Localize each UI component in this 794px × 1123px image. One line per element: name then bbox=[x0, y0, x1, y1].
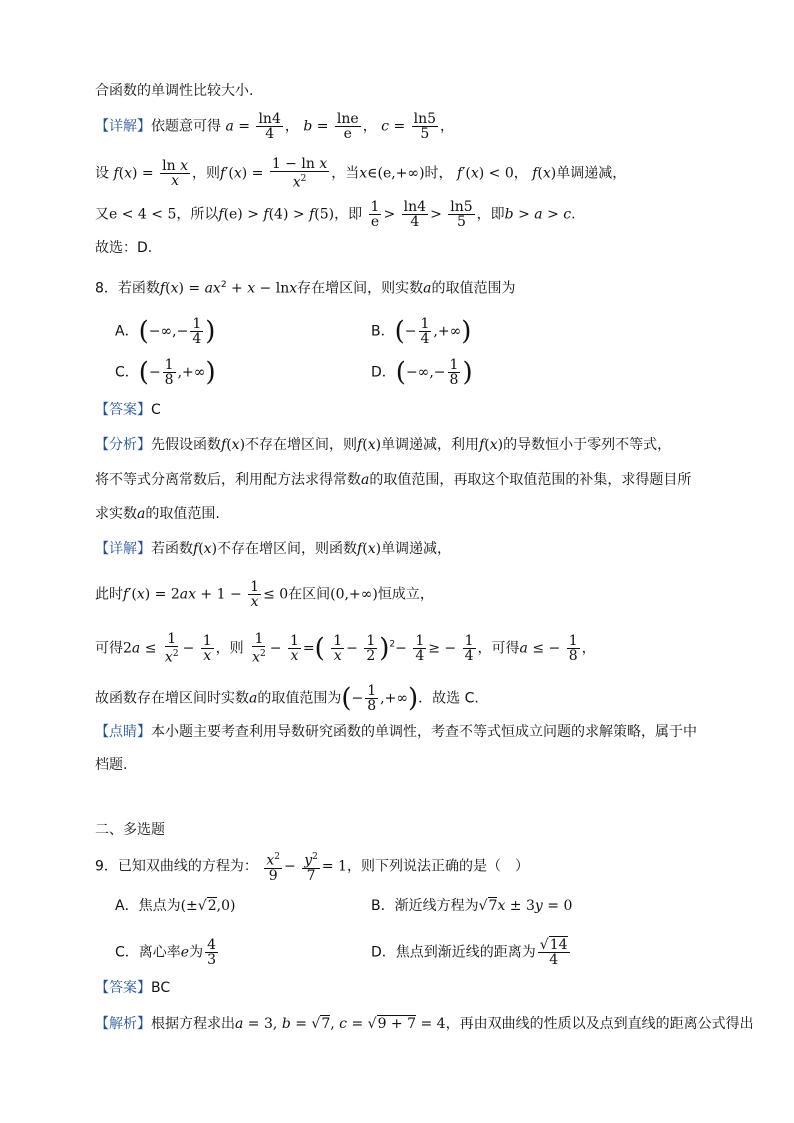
math-line: 设 f(x) = $\frac{\text{ln x}}{x}$ ，则f′(x) = $\frac{\text{1 − ln x}}{x^2}$ ，当x∈(e,+∞)时， f′(x) < 0， f(x)单调递减， bbox=[95, 156, 627, 191]
option-d: D．(−∞,− $\frac{1}{8}$ ) bbox=[371, 357, 473, 388]
option-b: B．(− $\frac{1}{4}$ ,+∞) bbox=[371, 316, 472, 347]
option-a: A．焦点为(±√2,0) bbox=[115, 898, 236, 914]
answer-9: 【答案】BC bbox=[95, 980, 171, 996]
detail-line: 此时f′(x) = 2ax + 1 − $\frac{1}{x}$ ≤ 0在区间(0,+∞)恒成立， bbox=[95, 579, 434, 610]
option-c: C．(− $\frac{1}{8}$ ,+∞) bbox=[115, 357, 216, 388]
detail-line: 【详解】依题意可得 a = $\frac{\ln 4}{4}$ ， b = $\frac{\ln e}{e}$ ， c = $\frac{\ln 5}{5}$ ， bbox=[95, 111, 455, 142]
analysis-line: 将不等式分离常数后，利用配方法求得常数a的取值范围，再取这个取值范围的补集，求得题目所 bbox=[95, 472, 692, 488]
text-line: 故选：D. bbox=[95, 240, 153, 256]
math-line: 又e < 4 < 5，所以f(e) > f(4) > f(5)，即 $\frac{1}{e}$ > $\frac{\ln 4}{4}$ > $\frac{\ln 5}{5}$ ，即b > a > c. bbox=[95, 199, 576, 230]
question-8: 8．若函数$f(x) = ax^2 + x - \ln x$存在增区间，则实数a的取值范围为 bbox=[95, 280, 516, 297]
option-a: A．(−∞,− $\frac{1}{4}$ ) bbox=[115, 316, 216, 347]
section-heading: 二、多选题 bbox=[95, 822, 165, 838]
answer-8: 【答案】C bbox=[95, 402, 161, 418]
detail-tag: 【详解】 bbox=[95, 118, 151, 135]
detail-line: 故函数存在增区间时实数a的取值范围为(− $\frac{1}{8}$ ,+∞)．故选 C. bbox=[95, 683, 479, 714]
comment-line: 档题. bbox=[95, 757, 128, 773]
question-9: 9．已知双曲线的方程为： $\frac{x^2}{9}$ − $\frac{y^2}{7}$ = 1，则下列说法正确的是（ ） bbox=[95, 852, 529, 884]
analysis-line: 求实数a的取值范围. bbox=[95, 506, 220, 522]
detail-line: 【详解】若函数f(x)不存在增区间，则函数f(x)单调递减， bbox=[95, 541, 452, 557]
option-b: B．渐近线方程为√7x ± 3y = 0 bbox=[371, 898, 573, 914]
text-line: 合函数的单调性比较大小. bbox=[95, 83, 254, 99]
option-d: D．焦点到渐近线的距离为 $\frac{√14}{4}$ bbox=[371, 937, 568, 968]
option-c: C．离心率e为 $\frac{4}{3}$ bbox=[115, 937, 216, 968]
analysis-line: 【分析】先假设函数f(x)不存在增区间，则f(x)单调递减，利用f(x)的导数恒小于零列不等式， bbox=[95, 437, 672, 453]
solution-line: 【解析】根据方程求出a = 3, b = √7, c = √9 + 7 = 4，再由双曲线的性质以及点到直线的距离公式得出 bbox=[95, 1016, 754, 1032]
comment-line: 【点睛】本小题主要考查利用导数研究函数的单调性，考查不等式恒成立问题的求解策略，属于中 bbox=[95, 724, 697, 740]
detail-line: 可得2a ≤ $\frac{1}{x^2}$ − $\frac{1}{x}$ ，则 $\frac{1}{x^2}$ − $\frac{1}{x}$ =( $\frac{1}{x}$ − $\frac{1}{2}$ )$^2$− $\frac{1}{4}$ ≥ − $\frac{1}{4}$ ，可得a ≤ − $\frac{1}{8}$ ， bbox=[95, 631, 596, 666]
